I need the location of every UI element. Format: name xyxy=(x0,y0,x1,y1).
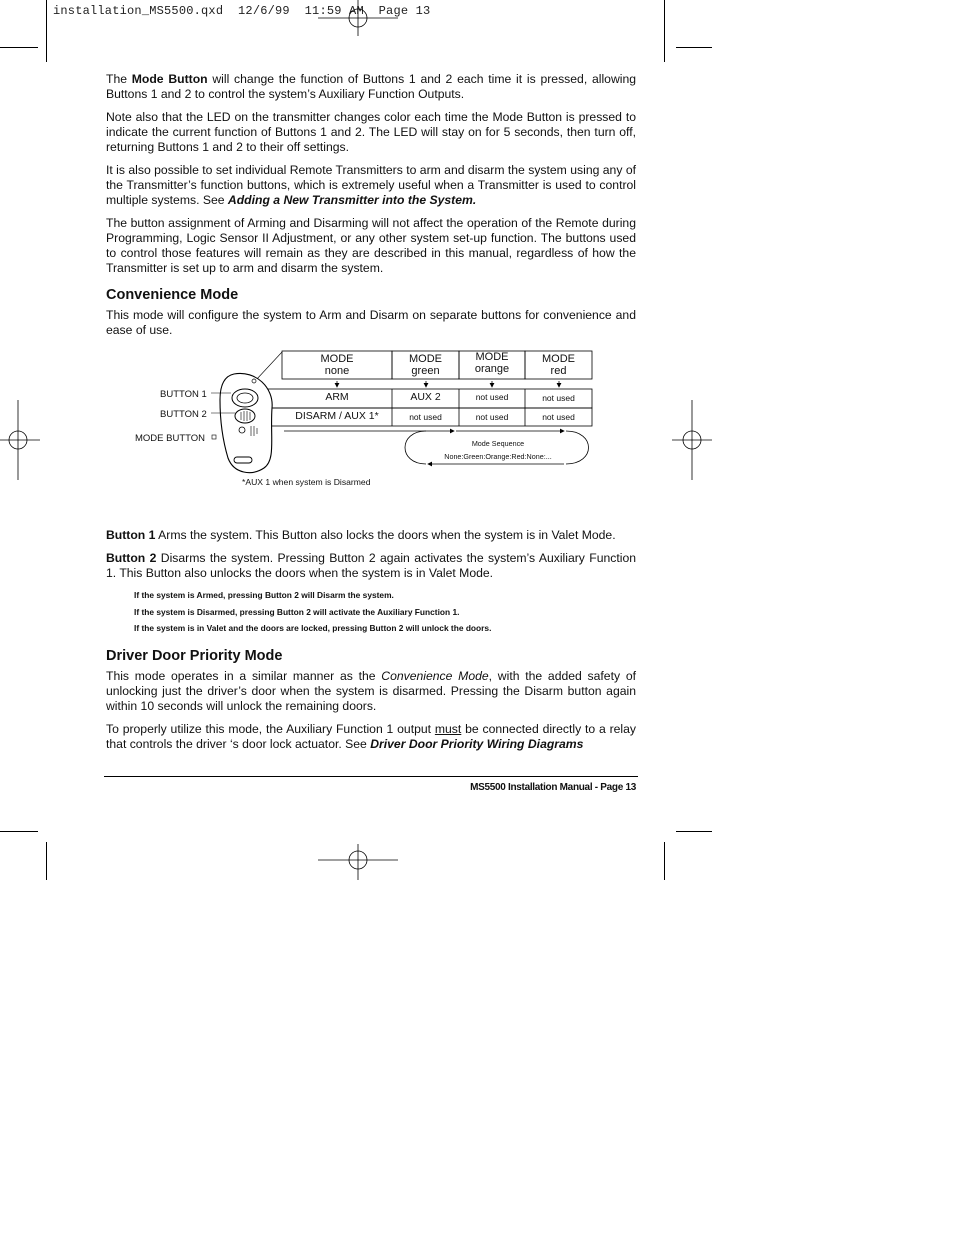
paragraph-aux-output: To properly utilize this mode, the Auxiliary Function 1 output must be connected directly to a relay that controls the driver ‘s door lock actuator. See Driver Door Priority Wiring Diagrams xyxy=(106,721,636,751)
cell-not-used: not used xyxy=(542,393,575,403)
cell-not-used: not used xyxy=(475,412,509,422)
registration-mark-top xyxy=(318,0,398,38)
convenience-mode-diagram xyxy=(106,348,636,508)
mode-orange-label: MODE orange xyxy=(474,351,510,375)
cross-reference: Driver Door Priority Wiring Diagrams xyxy=(370,736,584,751)
paragraph-individual-transmitters: It is also possible to set individual Remote Transmitters to arm and disarm the system using any of the Transmitter’s function buttons, which is extremely useful when a Transmitter is used to control multiple systems. See Adding a New Transmitter into the System. xyxy=(106,163,636,207)
page-content xyxy=(106,72,636,760)
crop-mark xyxy=(0,831,38,832)
remote-transmitter-icon xyxy=(220,373,272,472)
cell-disarm-aux1: DISARM / AUX 1* xyxy=(295,410,379,422)
mode-sequence: None:Green:Orange:Red:None:... xyxy=(444,452,552,461)
paragraph-button-assignment: The button assignment of Arming and Disarming will not affect the operation of the Remote during Programming, Logic Sensor II Adjustment, or any other system set-up function. The buttons used to control those features will remain as they are described in this manual, regardless of how the Transmitter is set up to arm and disarm the system. xyxy=(106,216,636,275)
mode-button-label: MODE BUTTON xyxy=(135,433,206,444)
heading-driver-door-priority: Driver Door Priority Mode xyxy=(106,647,283,664)
button2-label: BUTTON 2 xyxy=(160,409,207,420)
crop-mark xyxy=(664,0,665,62)
cell-not-used: not used xyxy=(475,392,509,402)
button1-label: BUTTON 1 xyxy=(160,389,207,400)
page-footer: MS5500 Installation Manual - Page 13 xyxy=(470,782,636,793)
registration-mark-left xyxy=(0,400,40,480)
footer-rule xyxy=(104,776,638,777)
crop-mark xyxy=(664,842,665,880)
crop-mark xyxy=(676,47,712,48)
mode-red-label: MODE red xyxy=(542,353,575,377)
mode-green-label: MODE green xyxy=(409,353,442,377)
paragraph-button1: Button 1 Arms the system. This Button also locks the doors when the system is in Valet Mode. xyxy=(106,528,616,542)
crop-mark xyxy=(46,842,47,880)
note-armed: If the system is Armed, pressing Button 2 will Disarm the system. xyxy=(134,590,394,600)
file-slug: installation_MS5500.qxd 12/6/99 11:59 AM Page 13 xyxy=(53,4,431,18)
diagram-footnote: *AUX 1 when system is Disarmed xyxy=(242,477,371,487)
heading-convenience-mode: Convenience Mode xyxy=(106,287,239,303)
registration-mark-bottom xyxy=(318,842,398,880)
paragraph-mode-button: The Mode Button will change the function of Buttons 1 and 2 each time it is pressed, allowing Buttons 1 and 2 to control the system’s Auxiliary Function Outputs. xyxy=(106,72,637,101)
paragraph-driver-door: This mode operates in a similar manner as the Convenience Mode, with the added safety of unlocking just the driver’s door when the system is disarmed. Pressing the Disarm button again within 10 seconds will unlock the remaining doors. xyxy=(106,668,636,713)
paragraph-button2: Button 2 Disarms the system. Pressing Button 2 again activates the system’s Auxiliary Function 1. This Button also unlocks the doors when the system is in Valet Mode. xyxy=(106,551,636,580)
crop-mark xyxy=(0,47,38,48)
cell-not-used: not used xyxy=(409,412,442,422)
note-valet: If the system is in Valet and the doors are locked, pressing Button 2 will unlock the doors. xyxy=(134,623,492,633)
mode-none-label: MODE none xyxy=(320,353,354,377)
cell-aux2: AUX 2 xyxy=(410,391,441,403)
crop-mark xyxy=(46,0,47,62)
mode-sequence-title: Mode Sequence xyxy=(471,439,525,448)
cell-not-used: not used xyxy=(542,412,575,422)
note-disarmed: If the system is Disarmed, pressing Button 2 will activate the Auxiliary Function 1. xyxy=(134,606,460,617)
paragraph-led: Note also that the LED on the transmitter changes color each time the Mode Button is pressed to indicate the current function of Buttons 1 and 2. The LED will stay on for 5 seconds, then turn off, returning Buttons 1 and 2 to their off settings. xyxy=(106,110,636,154)
cell-arm: ARM xyxy=(325,391,349,403)
crop-mark xyxy=(676,831,712,832)
registration-mark-right xyxy=(672,400,712,480)
cross-reference: Adding a New Transmitter into the System. xyxy=(227,193,477,207)
paragraph-convenience: This mode will configure the system to Arm and Disarm on separate buttons for convenience and ease of use. xyxy=(106,308,636,337)
